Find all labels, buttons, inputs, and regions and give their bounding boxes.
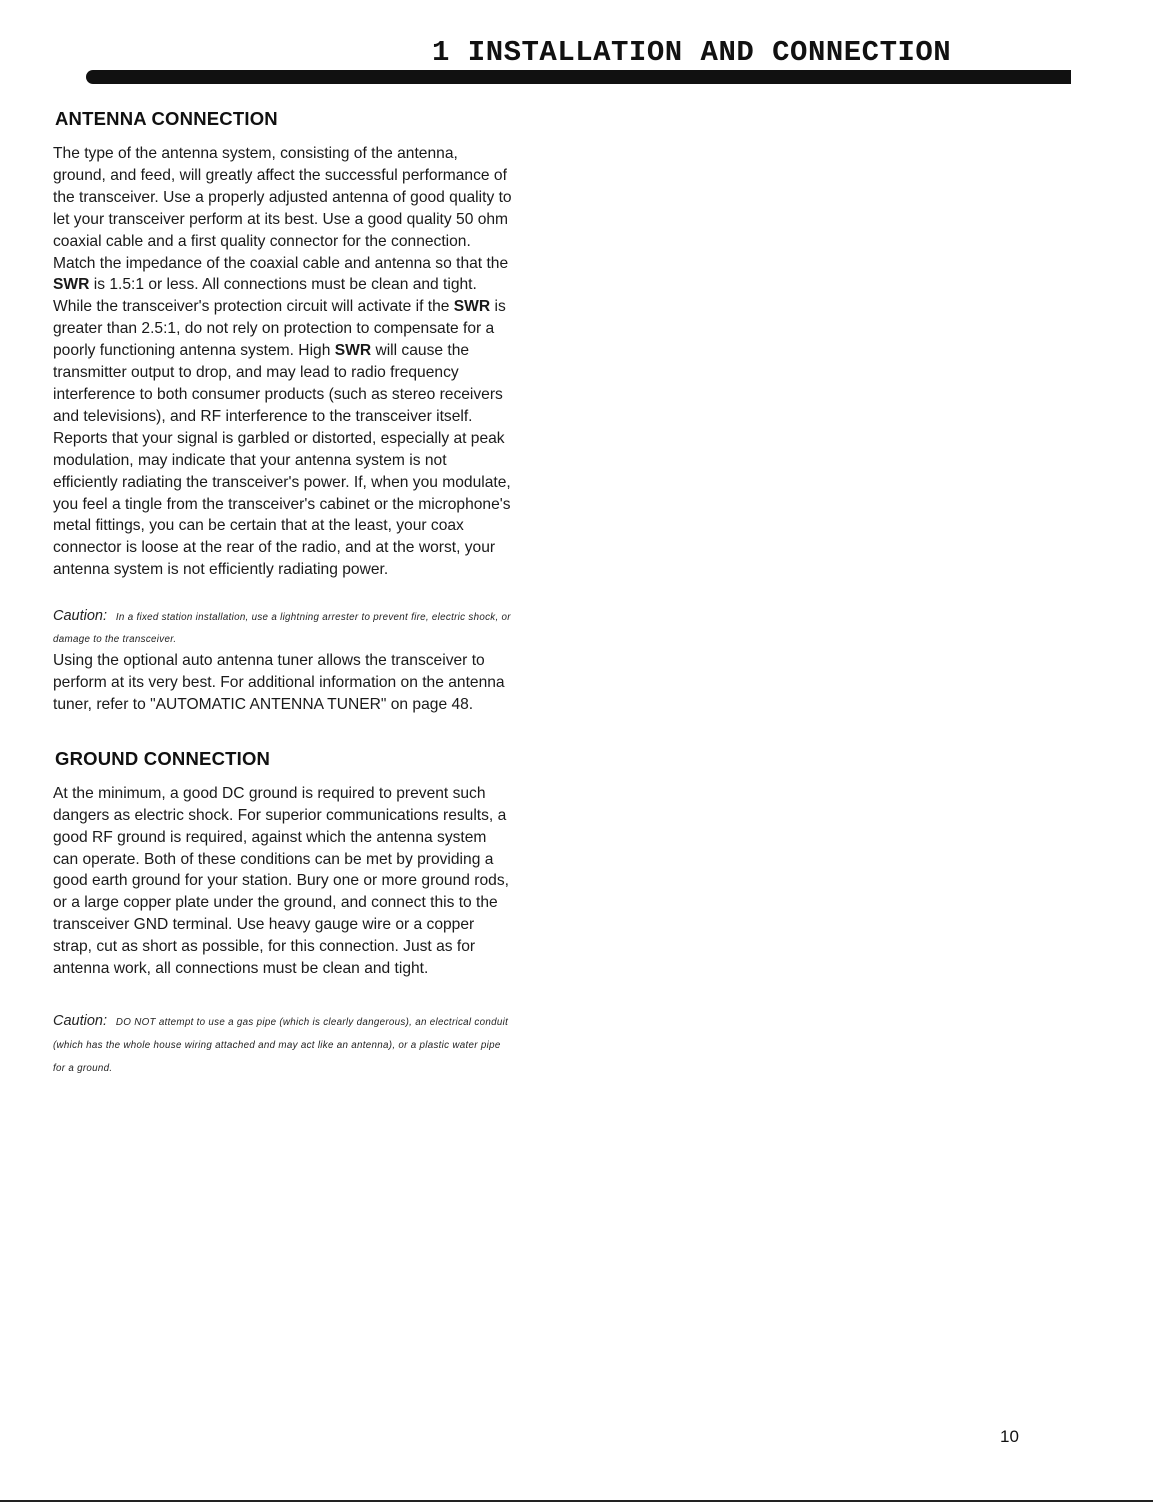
antenna-p1-text-a: The type of the antenna system, consisting of the antenna, ground, and feed, will greatly affect the successful performance of the transceiver. Use a properly adjusted antenna of good quality to let your transceiver perform at its best. Use a good quality 50 ohm coaxial cable and a first quality connector for the connection. Match the impedance of the coaxial cable and antenna so that the (53, 145, 512, 272)
page-content (53, 108, 513, 1079)
antenna-paragraph-2 (53, 296, 513, 581)
ground-connection-section (53, 748, 513, 1079)
page-number: 10 (1000, 1427, 1019, 1446)
antenna-connection-heading: ANTENNA CONNECTION (55, 108, 278, 129)
ground-caution-note (53, 1010, 513, 1079)
antenna-p2-text-b: is greater than 2.5:1, do not rely on protection to compensate for a poorly functioning antenna system. High (53, 298, 506, 360)
swr-term: SWR (53, 276, 90, 294)
footer-rule (0, 1500, 1153, 1502)
antenna-caution-note (53, 606, 513, 650)
caution-label: Caution: (53, 608, 108, 625)
antenna-connection-section (53, 108, 513, 716)
antenna-caution-text: In a fixed station installation, use a lightning arrester to prevent fire, electric shock, or damage to the transceiver. (53, 612, 511, 646)
antenna-p2-text-a: While the transceiver's protection circuit will activate if the (53, 298, 454, 316)
antenna-paragraph-1 (53, 143, 513, 296)
chapter-title-rule (86, 70, 1071, 84)
antenna-paragraph-3: Using the optional auto antenna tuner allows the transceiver to perform at its very best. For additional information on the antenna tuner, refer to "AUTOMATIC ANTENNA TUNER" on page 48. (53, 652, 505, 713)
ground-connection-heading: GROUND CONNECTION (55, 747, 271, 769)
caution-label: Caution: (53, 1013, 108, 1029)
ground-paragraph-1: At the minimum, a good DC ground is required to prevent such dangers as electric shock. For superior communications results, a good RF ground is required, against which the antenna system can operate. Both of these conditions can be met by providing a good earth ground for your station. Bury one or more ground rods, or a large copper plate under the ground, and connect this to the transceiver GND terminal. Use heavy gauge wire or a copper strap, cut as short as possible, for this connection. Just as for antenna work, all connections must be clean and tight. (53, 784, 509, 978)
swr-term: SWR (334, 342, 372, 360)
swr-term: SWR (453, 298, 491, 316)
antenna-p2-text-c: will cause the transmitter output to drop, and may lead to radio frequency interference to both consumer products (such as stereo receivers and televisions), and RF interference to the transceiver itself. Reports that your signal is garbled or distorted, especially at peak modulation, may indicate that your antenna system is not efficiently radiating the transceiver's power. If, when you modulate, you feel a tingle from the transceiver's cabinet or the microphone's metal fittings, you can be certain that at the least, your coax connector is loose at the rear of the radio, and at the worst, your antenna system is not efficiently radiating power. (53, 342, 511, 579)
antenna-p1-text-b: is 1.5:1 or less. All connections must be clean and tight. (89, 276, 477, 294)
chapter-title: 1 INSTALLATION AND CONNECTION (432, 36, 952, 69)
ground-caution-text: DO NOT attempt to use a gas pipe (which is clearly dangerous), an electrical conduit (which has the whole house wiring attached and may act like an antenna), or a plastic water pipe for a ground. (53, 1017, 509, 1074)
